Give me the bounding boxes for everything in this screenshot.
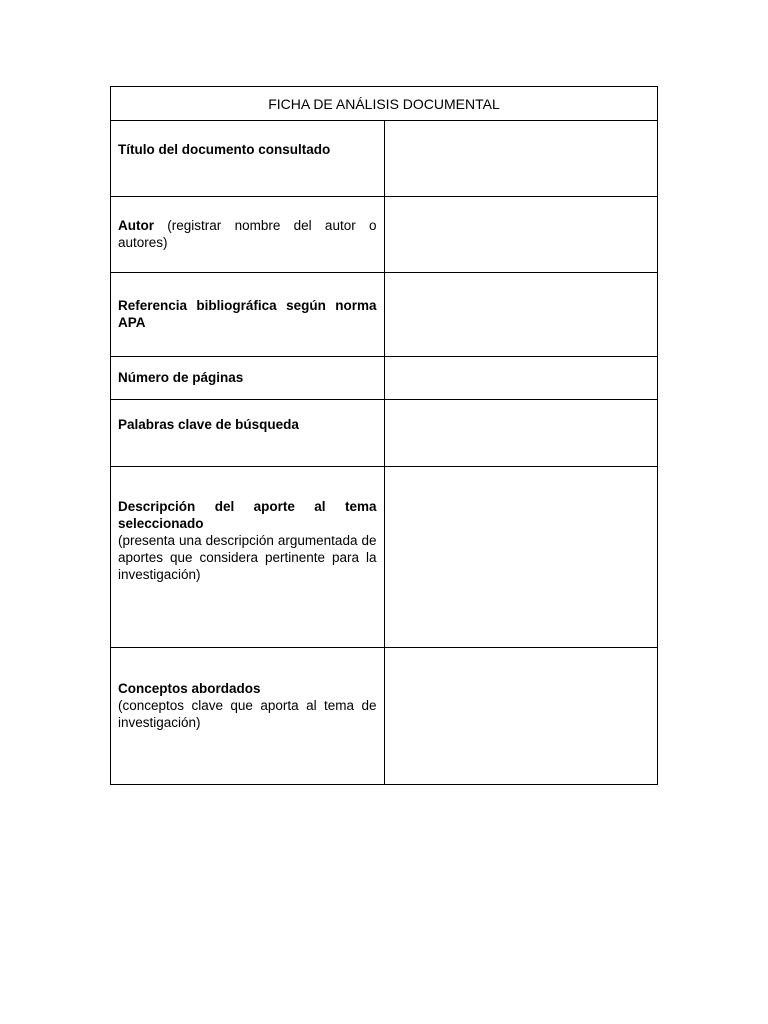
value-pages (385, 357, 658, 369)
row-hint-contribution: (presenta una descripción argumentada de aportes que considera pertinente para la investigación) (118, 533, 377, 582)
value-cell-keywords[interactable] (384, 400, 658, 467)
value-cell-reference[interactable] (384, 273, 658, 357)
label-cell (111, 467, 385, 648)
value-cell-author[interactable] (384, 197, 658, 273)
form-row-pages (111, 357, 658, 400)
value-cell-contribution[interactable] (384, 467, 658, 648)
row-label-contribution: Descripción del aporte al tema seleccionado (118, 499, 377, 531)
row-hint-author: (registrar nombre del autor o autores) (118, 218, 377, 250)
row-label-document-title: Título del documento consultado (118, 142, 331, 157)
label-cell (111, 197, 385, 273)
value-contribution (385, 467, 658, 498)
value-author (385, 197, 658, 217)
value-cell-pages[interactable] (384, 357, 658, 400)
value-concepts (385, 648, 658, 680)
value-keywords (385, 400, 658, 416)
label-cell (111, 400, 385, 467)
row-hint-concepts: (conceptos clave que aporta al tema de investigación) (118, 698, 377, 730)
label-cell (111, 273, 385, 357)
form-row-contribution (111, 467, 658, 648)
form-row-keywords (111, 400, 658, 467)
label-cell (111, 357, 385, 400)
label-cell (111, 121, 385, 197)
value-document-title (385, 121, 658, 141)
form-title: FICHA DE ANÁLISIS DOCUMENTAL (111, 87, 658, 121)
form-row-author (111, 197, 658, 273)
form-header-row (111, 87, 658, 121)
value-reference (385, 273, 658, 297)
form-row-title (111, 121, 658, 197)
value-cell-document-title[interactable] (384, 121, 658, 197)
form-row-reference (111, 273, 658, 357)
form-row-concepts (111, 648, 658, 785)
row-label-concepts: Conceptos abordados (118, 681, 261, 696)
value-cell-concepts[interactable] (384, 648, 658, 785)
document-analysis-form (110, 86, 658, 785)
row-label-keywords: Palabras clave de búsqueda (118, 417, 299, 432)
row-label-reference: Referencia bibliográfica según norma APA (118, 298, 377, 330)
row-label-author: Autor (118, 218, 154, 233)
row-label-pages: Número de páginas (118, 370, 244, 385)
label-cell (111, 648, 385, 785)
